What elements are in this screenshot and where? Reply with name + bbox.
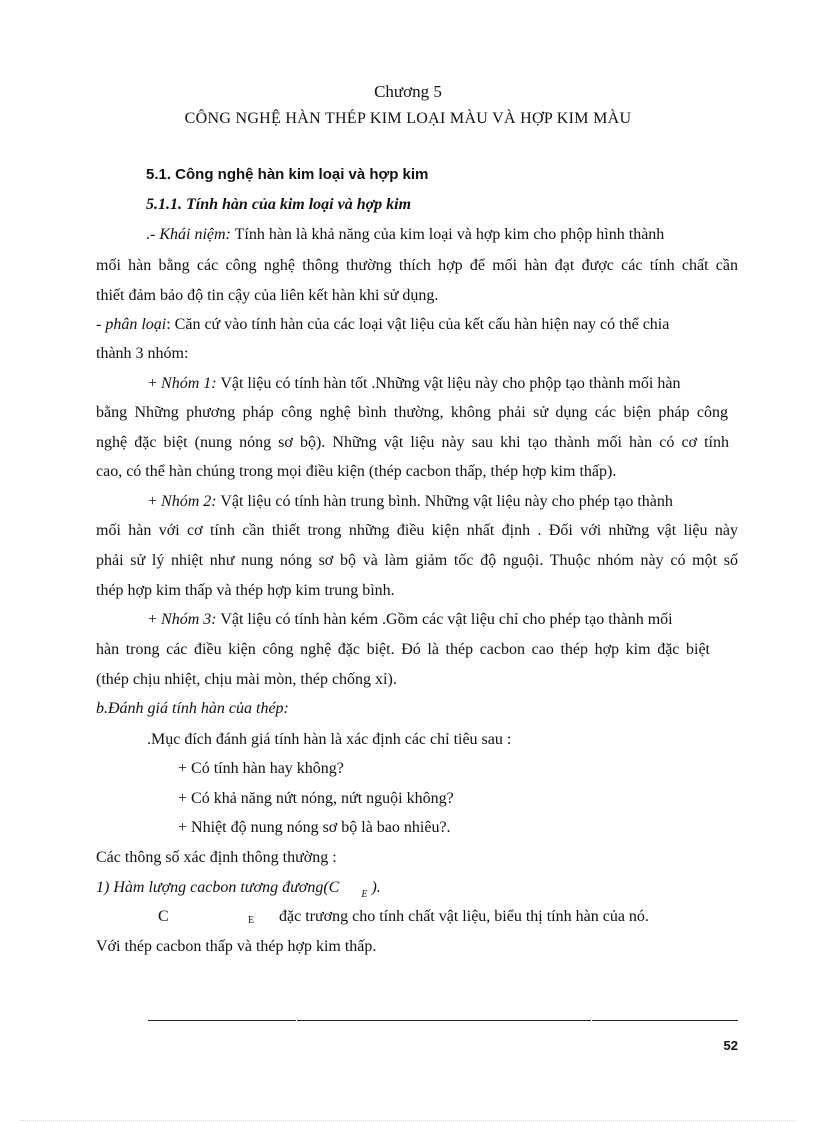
group1-line-3: nghệ đặc biệt (nung nóng sơ bộ). Những vật liệu này sau khi tạo thành mối hàn có cơ tính (96, 434, 729, 451)
carbon-applies: Với thép cacbon thấp và thép hợp kim thấp. (96, 938, 377, 955)
classification-line-2: thành 3 nhóm: (96, 345, 189, 362)
carbon-description: đặc trương cho tính chất vật liệu, biểu thị tính hàn của nó. (279, 908, 649, 925)
chapter-number: Chương 5 (374, 82, 442, 101)
evaluation-item: + Có khả năng nứt nóng, nứt nguội không? (178, 790, 454, 807)
group1-line-2: bằng Những phương pháp công nghệ bình thường, không phải sử dụng các biện pháp công (96, 404, 728, 421)
evaluation-item: + Nhiệt độ nung nóng sơ bộ là bao nhiêu?. (178, 819, 451, 836)
carbon-heading-sub: E (361, 889, 368, 900)
subsection-heading: 5.1.1. Tính hàn của kim loại và hợp kim (146, 196, 412, 213)
group2-text-1: Vật liệu có tính hàn trung bình. Những vật liệu này cho phép tạo thành (220, 493, 673, 510)
classification-text-1: : Căn cứ vào tính hàn của các loại vật liệu của kết cấu hàn hiện nay có thể chia (166, 316, 670, 333)
group1-label: Nhóm 1: (161, 375, 217, 392)
page-number: 52 (723, 1038, 738, 1053)
section-heading: 5.1. Công nghệ hàn kim loại và hợp kim (146, 166, 429, 183)
group3-lead: + (148, 611, 158, 628)
classification-lead: - (96, 316, 102, 333)
group3-text-1: Vật liệu có tính hàn kém .Gồm các vật liệu chỉ cho phép tạo thành mối (220, 611, 673, 628)
evaluation-item: + Có tính hàn hay không? (178, 760, 344, 777)
concept-line-3: thiết đảm bảo độ tin cậy của liên kết hàn khi sử dụng. (96, 287, 439, 304)
group1-line-4: cao, có thể hàn chúng trong mọi điều kiện (thép cacbon thấp, thép hợp kim thấp). (96, 463, 617, 480)
group2-line-3: phải sử lý nhiệt như nung nóng sơ bộ và làm giảm tốc độ nguội. Thuộc nhóm này có một số (96, 552, 738, 569)
footer-rule-middle (297, 1020, 591, 1021)
group3-label: Nhóm 3: (161, 611, 217, 628)
concept-label: Khái niệm: (159, 226, 231, 243)
group3-line-1 (148, 609, 673, 631)
group1-line-1 (148, 373, 680, 395)
group1-text-1: Vật liệu có tính hàn tốt .Những vật liệu này cho phộp tạo thành mối hàn (220, 375, 681, 392)
group2-line-1 (148, 491, 673, 513)
concept-text-1: Tính hàn là khả năng của kim loại và hợp kim cho phộp hình thành (234, 226, 665, 243)
group2-lead: + (148, 493, 158, 510)
classification-label: phân loại (105, 316, 167, 333)
concept-line-2: mối hàn bằng các công nghệ thông thường thích hợp để mối hàn đạt được các tính chất cần (96, 257, 738, 274)
page-edge-divider (20, 1120, 796, 1121)
carbon-heading (96, 877, 381, 901)
carbon-heading-prefix: 1) Hàm lượng cacbon tương đương(C (96, 879, 340, 896)
concept-line-1 (146, 224, 664, 246)
footer-rule-right (592, 1020, 738, 1021)
group3-line-3: (thép chịu nhiệt, chịu mài mòn, thép chống xỉ). (96, 671, 397, 688)
carbon-symbol-sub: E (248, 915, 255, 926)
carbon-symbol: C (158, 908, 169, 925)
group3-line-2: hàn trong các điều kiện công nghệ đặc biệt. Đó là thép cacbon cao thép hợp kim đặc biệt (96, 641, 710, 658)
group1-lead: + (148, 375, 158, 392)
group2-line-2: mối hàn với cơ tính cần thiết trong những điều kiện nhất định . Đối với những vật liệu này (96, 522, 738, 539)
chapter-title: CÔNG NGHỆ HÀN THÉP KIM LOẠI MÀU VÀ HỢP KIM MÀU (184, 110, 632, 127)
concept-lead: .- (146, 226, 156, 243)
carbon-heading-suffix: ). (371, 879, 381, 896)
classification-line-1 (96, 314, 669, 336)
evaluation-heading: b.Đánh giá tính hàn của thép: (96, 700, 289, 717)
group2-label: Nhóm 2: (161, 493, 217, 510)
group2-line-4: thép hợp kim thấp và thép hợp kim trung bình. (96, 582, 395, 599)
params-intro: Các thông số xác định thông thường : (96, 849, 337, 866)
footer-rule-left (148, 1020, 296, 1021)
evaluation-purpose: .Mục đích đánh giá tính hàn là xác định các chỉ tiêu sau : (147, 731, 512, 748)
